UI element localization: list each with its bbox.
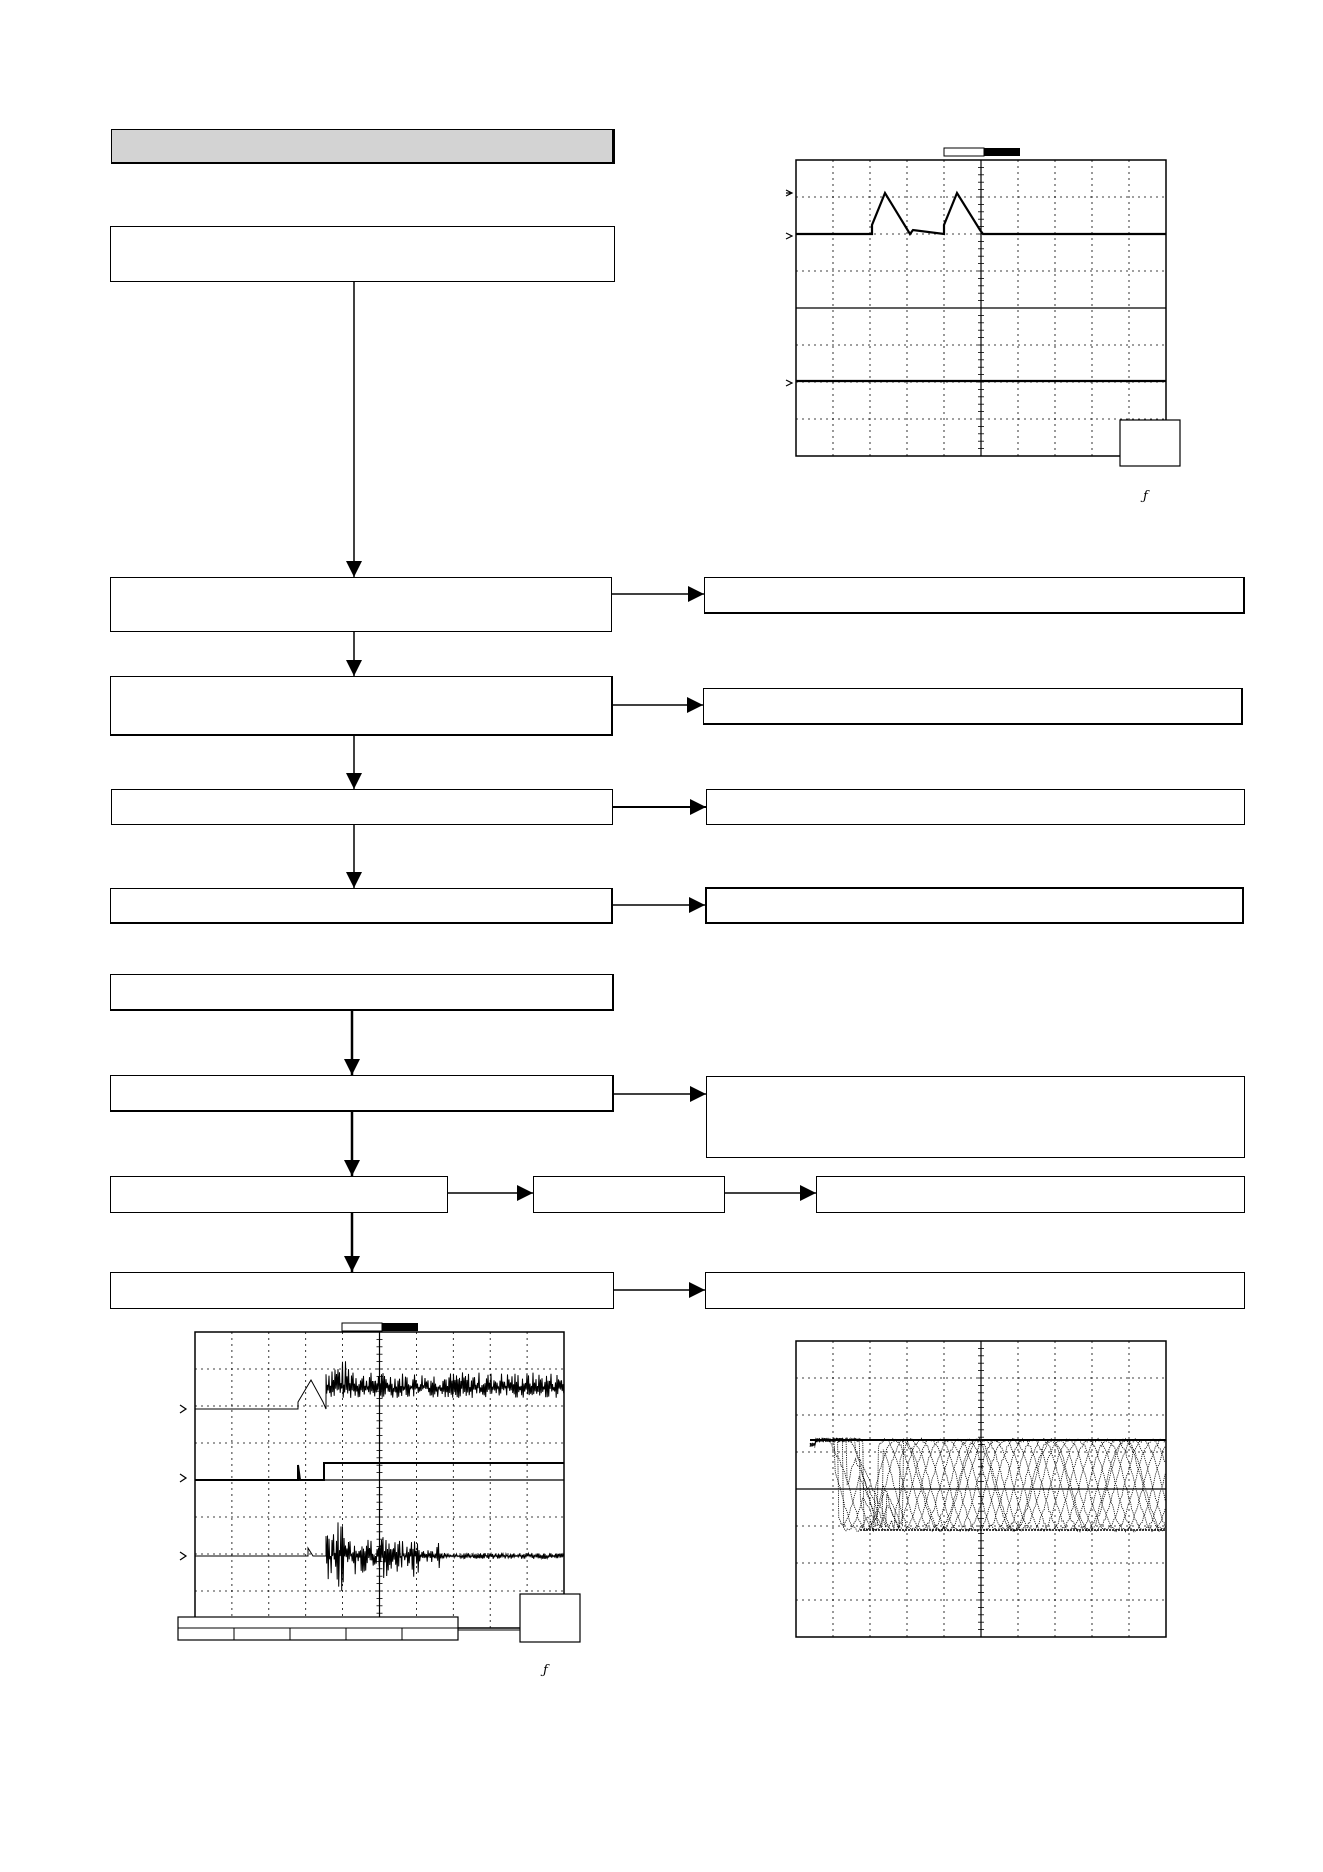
scope-bl-traces bbox=[180, 1361, 564, 1591]
scope-br-grid bbox=[796, 1341, 1166, 1637]
scope-top-info-box bbox=[1120, 420, 1180, 466]
scope-bl-marker-2 bbox=[180, 1474, 186, 1482]
scope-bl-marker-3 bbox=[180, 1552, 186, 1560]
scope-bl-bar-white bbox=[342, 1323, 382, 1331]
scope-bl-marker-1 bbox=[180, 1405, 186, 1413]
scope-top-waveform bbox=[790, 145, 1190, 505]
scope-bottom-right-eye-diagram bbox=[790, 1335, 1180, 1645]
scope-bl-glyph: ƒ bbox=[543, 1663, 548, 1678]
scope-bl-info-box bbox=[520, 1594, 580, 1642]
scope-bl-bar-black bbox=[382, 1323, 418, 1331]
scope-top-bar-black bbox=[984, 148, 1020, 156]
scope-top-bar-white bbox=[944, 148, 984, 156]
scope-top-marker-1 bbox=[786, 190, 792, 196]
scope-top-glyph: ƒ bbox=[1143, 489, 1148, 504]
scope-top-grid bbox=[796, 160, 1166, 456]
scope-bottom-left-waveform bbox=[168, 1320, 588, 1680]
eye-trace bbox=[810, 1438, 1165, 1531]
